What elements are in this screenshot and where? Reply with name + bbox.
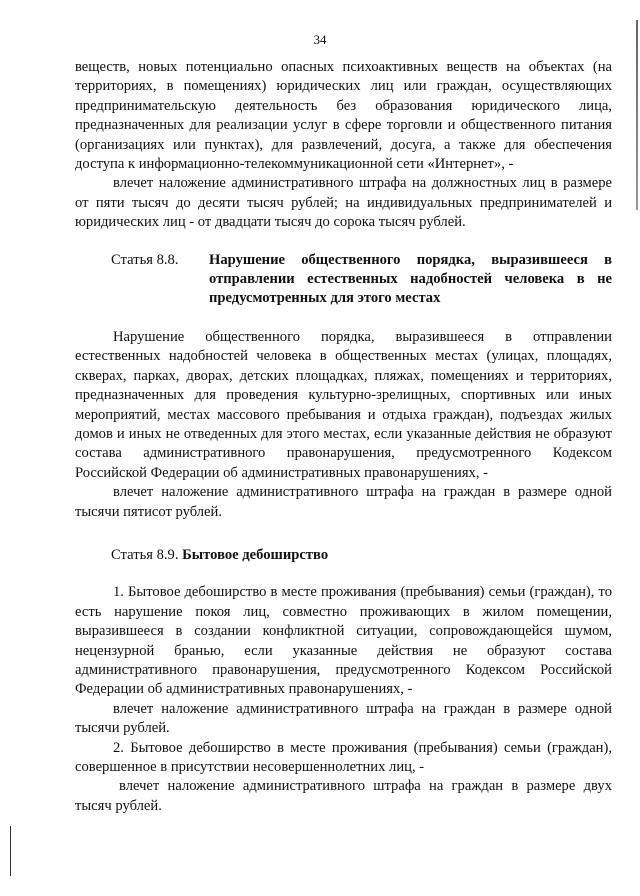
penalty-paragraph: влечет наложение административного штрафа на граждан в размере двух тысяч рублей. bbox=[75, 778, 612, 814]
page-number: 34 bbox=[313, 32, 327, 47]
article-number: Статья 8.9. bbox=[111, 546, 179, 563]
article-8-8-heading bbox=[111, 251, 612, 309]
penalty-paragraph: влечет наложение административного штрафа на должностных лиц в размере от пяти тысяч до десяти тысяч рублей; на индивидуальных предпринимателей и юридических лиц - от двадцати тысяч до сорока тысяч рублей. bbox=[75, 175, 612, 231]
paragraph: 2. Бытовое дебоширство в месте проживания (пребывания) семьи (граждан), совершенное в присутствии несовершеннолетних лиц, - bbox=[75, 739, 612, 775]
paragraph: Нарушение общественного порядка, выразившееся в отправлении естественных надобностей человека в общественных местах (улицах, площадях, скверах, парках, дворах, детских площадках, пляжах, помещениях и территориях, предназначенных для проведения культурно-зрелищных, спортивных или иных мероприятий, местах массового пребывания и отдыха граждан), подъездах жилых домов и иных не отведенных для этого местах, если указанные действия не образуют состава административного правонарушения, предусмотренного Кодексом Российской Федерации об административных правонарушениях, - bbox=[75, 328, 612, 481]
scan-edge-shadow bbox=[636, 20, 638, 210]
paragraph: веществ, новых потенциально опасных психоактивных веществ на объектах (на территориях, в помещениях) юридических лиц или граждан, осуществляющих предпринимательскую деятельность без образования юридического лица, предназначенных для реализации услуг в сфере торговли и общественного питания (организациях или пунктах), для развлечений, досуга, а также для обеспечения доступа к информационно-телекоммуникационной сети «Интернет», - bbox=[75, 59, 612, 173]
penalty-paragraph: влечет наложение административного штрафа на граждан в размере одной тысячи пятисот рублей. bbox=[75, 484, 612, 520]
article-number: Статья 8.8. bbox=[111, 251, 179, 268]
document-body bbox=[75, 58, 612, 816]
scan-edge-mark bbox=[10, 826, 11, 876]
article-title: Бытовое дебоширство bbox=[182, 546, 329, 563]
article-title: Нарушение общественного порядка, выразившееся в отправлении естественных надобностей человека в не предусмотренных для этого местах bbox=[209, 251, 612, 307]
article-8-9-heading bbox=[111, 546, 612, 565]
penalty-paragraph: влечет наложение административного штрафа на граждан в размере одной тысячи рублей. bbox=[75, 700, 612, 737]
paragraph: 1. Бытовое дебоширство в месте проживания (пребывания) семьи (граждан), то есть нарушение покоя лиц, совместно проживающих в жилом помещении, выразившееся в создании конфликтной ситуации, сопровождающейся шумом, нецензурной бранью, если указанные действия не образуют состава административного правонарушения, предусмотренного Кодексом Российской Федерации об административных правонарушениях, - bbox=[75, 584, 612, 698]
